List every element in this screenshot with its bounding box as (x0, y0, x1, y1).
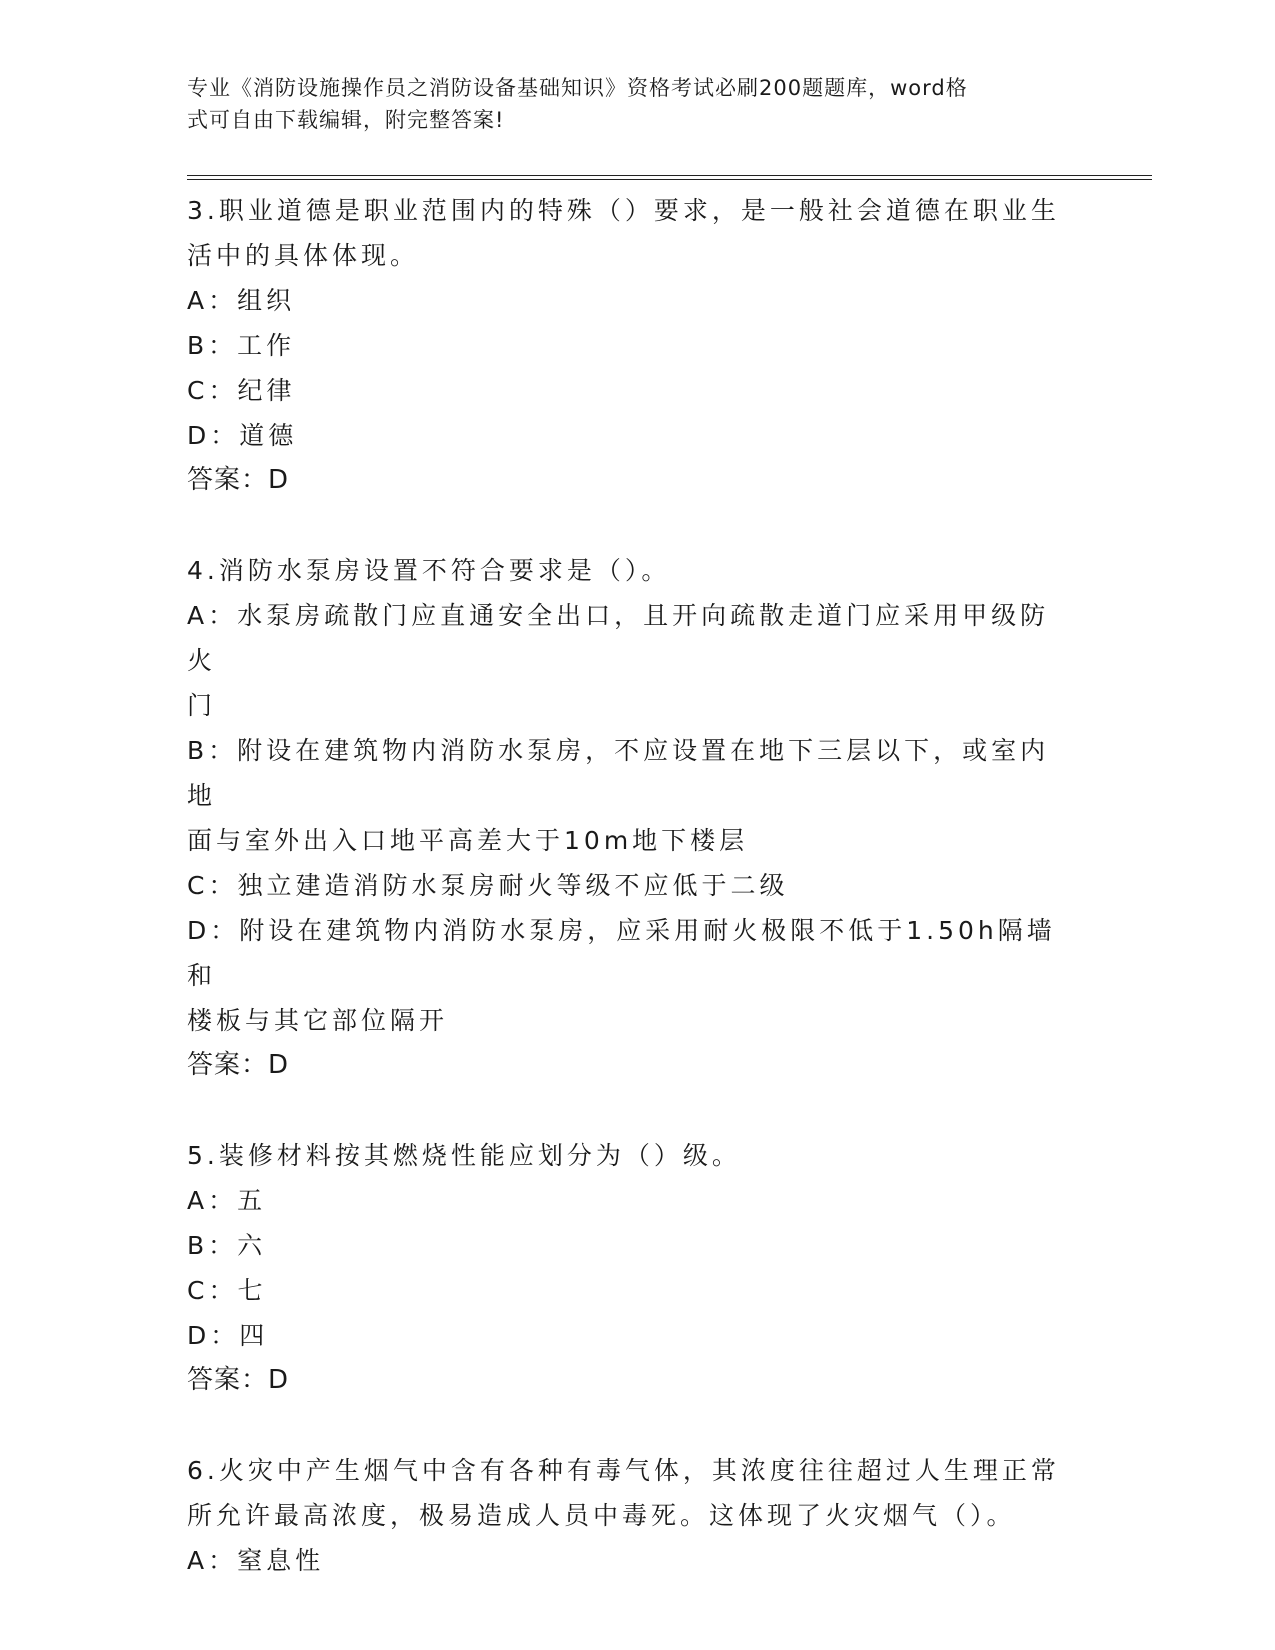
answer-option (187, 1538, 1067, 1583)
answer-option (187, 1178, 1067, 1223)
answer-key: 答案：D (187, 465, 290, 495)
answer-option-line: D：附设在建筑物内消防水泵房，应采用耐火极限不低于1.50h隔墙和 (187, 916, 1056, 990)
question-stem-line: 所允许最高浓度，极易造成人员中毒死。这体现了火灾烟气（）。 (187, 1501, 1016, 1530)
answer-option (187, 368, 1067, 413)
header-divider-top (187, 175, 1152, 176)
answer-option (187, 413, 1067, 458)
question-block (187, 188, 1067, 503)
answer-option (187, 278, 1067, 323)
question-spacer (187, 1403, 1067, 1448)
answer-option-line: A：五 (187, 1186, 267, 1215)
answer-key: 答案：D (187, 1365, 290, 1395)
answer-option (187, 863, 1067, 908)
question-spacer (187, 1088, 1067, 1133)
answer-option (187, 1223, 1067, 1268)
answer-option-line: C：独立建造消防水泵房耐火等级不应低于二级 (187, 871, 789, 900)
question-block (187, 548, 1067, 1088)
question-stem-line: 活中的具体体现。 (187, 241, 420, 270)
answer-option-line: C：纪律 (187, 376, 296, 405)
answer-option-line: A：组织 (187, 286, 296, 315)
answer-option (187, 728, 1067, 863)
answer-option-line: 面与室外出入口地平高差大于10m地下楼层 (187, 826, 749, 855)
answer-option-line: 楼板与其它部位隔开 (187, 1006, 449, 1035)
answer-key: 答案：D (187, 1050, 290, 1080)
question-stem-line: 5.装修材料按其燃烧性能应划分为（）级。 (187, 1141, 741, 1170)
answer-option-line: D：四 (187, 1321, 269, 1350)
answer-option-line: A：窒息性 (187, 1546, 325, 1575)
question-spacer (187, 503, 1067, 548)
answer-option-line: B：六 (187, 1231, 267, 1260)
answer-option (187, 593, 1067, 728)
answer-option-line: C：七 (187, 1276, 267, 1305)
answer-option (187, 1313, 1067, 1358)
question-stem-line: 4.消防水泵房设置不符合要求是（）。 (187, 556, 671, 585)
answer-option-line: D：道德 (187, 421, 298, 450)
header-title-line-1: 专业《消防设施操作员之消防设备基础知识》资格考试必刷200题题库，word格 (187, 76, 968, 100)
question-block (187, 1133, 1067, 1403)
question-list (187, 188, 1067, 1583)
answer-option-line: 门 (187, 691, 217, 720)
question-stem-line: 3.职业道德是职业范围内的特殊（）要求，是一般社会道德在职业生 (187, 196, 1060, 225)
answer-option-line: B：附设在建筑物内消防水泵房，不应设置在地下三层以下，或室内地 (187, 736, 1050, 810)
answer-option (187, 908, 1067, 1043)
answer-option (187, 1268, 1067, 1313)
answer-option (187, 323, 1067, 368)
answer-option-line: B：工作 (187, 331, 296, 360)
answer-option-line: A：水泵房疏散门应直通安全出口，且开向疏散走道门应采用甲级防火 (187, 601, 1050, 675)
question-stem-line: 6.火灾中产生烟气中含有各种有毒气体，其浓度往往超过人生理正常 (187, 1456, 1060, 1485)
document-header (187, 72, 1067, 136)
question-block (187, 1448, 1067, 1583)
header-title-line-2: 式可自由下载编辑，附完整答案! (187, 108, 505, 132)
header-divider-bottom (187, 179, 1152, 180)
